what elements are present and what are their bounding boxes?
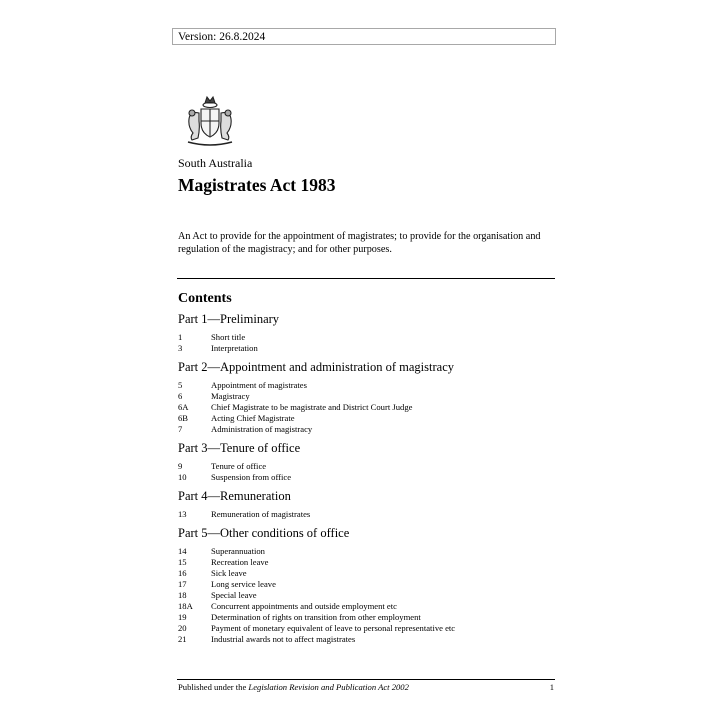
section-title: Industrial awards not to affect magistrates xyxy=(211,634,356,644)
part-heading[interactable]: Part 4—Remuneration xyxy=(178,489,291,503)
toc-entry[interactable] xyxy=(178,623,558,634)
toc-entry[interactable] xyxy=(178,343,558,354)
page-number: 1 xyxy=(549,682,554,692)
toc-entry[interactable] xyxy=(178,612,558,623)
coat-of-arms-icon xyxy=(180,93,240,148)
section-number: 18A xyxy=(178,601,193,611)
toc-entry[interactable] xyxy=(178,590,558,601)
section-title: Superannuation xyxy=(211,546,265,556)
section-title: Remuneration of magistrates xyxy=(211,509,311,519)
act-title: Magistrates Act 1983 xyxy=(178,175,336,195)
toc-entry[interactable] xyxy=(178,380,558,391)
section-title: Interpretation xyxy=(211,343,258,353)
section-number: 19 xyxy=(178,612,187,622)
section-list xyxy=(178,380,558,435)
section-title: Long service leave xyxy=(211,579,276,589)
section-number: 18 xyxy=(178,590,187,600)
section-title: Acting Chief Magistrate xyxy=(211,413,295,423)
section-number: 3 xyxy=(178,343,183,353)
section-title: Magistracy xyxy=(211,391,250,401)
toc-entry[interactable] xyxy=(178,391,558,402)
toc-entry[interactable] xyxy=(178,568,558,579)
toc-entry[interactable] xyxy=(178,461,558,472)
toc-entry[interactable] xyxy=(178,601,558,612)
footer-act-name: Legislation Revision and Publication Act 2002 xyxy=(248,682,409,692)
toc-entry[interactable] xyxy=(178,472,558,483)
toc-entry[interactable] xyxy=(178,509,558,520)
divider xyxy=(177,278,555,279)
section-title: Administration of magistracy xyxy=(211,424,313,434)
section-title: Recreation leave xyxy=(211,557,269,567)
section-title: Payment of monetary equivalent of leave to personal representative etc xyxy=(211,623,456,633)
part-heading[interactable]: Part 3—Tenure of office xyxy=(178,441,301,455)
toc-entry[interactable] xyxy=(178,424,558,435)
section-title: Chief Magistrate to be magistrate and District Court Judge xyxy=(211,402,413,412)
part-heading[interactable]: Part 5—Other conditions of office xyxy=(178,526,350,540)
section-title: Suspension from office xyxy=(211,472,292,482)
toc-entry[interactable] xyxy=(178,402,558,413)
section-number: 13 xyxy=(178,509,187,519)
section-number: 6A xyxy=(178,402,189,412)
section-number: 14 xyxy=(178,546,187,556)
toc-entry[interactable] xyxy=(178,557,558,568)
toc-entry[interactable] xyxy=(178,332,558,343)
section-title: Determination of rights on transition from other employment xyxy=(211,612,421,622)
section-number: 10 xyxy=(178,472,187,482)
section-title: Special leave xyxy=(211,590,257,600)
section-number: 21 xyxy=(178,634,187,644)
section-number: 6 xyxy=(178,391,183,401)
footer-divider xyxy=(177,679,555,680)
section-number: 6B xyxy=(178,413,189,423)
part-heading[interactable]: Part 2—Appointment and administration of magistracy xyxy=(178,360,454,374)
section-number: 9 xyxy=(178,461,183,471)
section-number: 16 xyxy=(178,568,187,578)
section-list xyxy=(178,461,558,483)
section-title: Appointment of magistrates xyxy=(211,380,307,390)
section-number: 5 xyxy=(178,380,183,390)
long-title: An Act to provide for the appointment of magistrates; to provide for the organisation and regulation of the magistracy; and for other purposes. xyxy=(178,231,541,255)
part-heading[interactable]: Part 1—Preliminary xyxy=(178,312,280,326)
table-of-contents xyxy=(178,312,558,651)
contents-heading: Contents xyxy=(178,291,232,306)
version-label: Version: 26.8.2024 xyxy=(172,28,556,45)
section-number: 20 xyxy=(178,623,187,633)
toc-entry[interactable] xyxy=(178,413,558,424)
section-title: Short title xyxy=(211,332,246,342)
toc-entry[interactable] xyxy=(178,546,558,557)
section-number: 17 xyxy=(178,579,187,589)
section-title: Concurrent appointments and outside employment etc xyxy=(211,601,397,611)
section-number: 15 xyxy=(178,557,187,567)
toc-entry[interactable] xyxy=(178,634,558,645)
section-title: Sick leave xyxy=(211,568,247,578)
footer xyxy=(178,682,554,692)
section-list xyxy=(178,332,558,354)
toc-entry[interactable] xyxy=(178,579,558,590)
section-list xyxy=(178,509,558,520)
footer-publication-note xyxy=(178,682,409,692)
footer-prefix: Published under the xyxy=(178,682,249,692)
section-title: Tenure of office xyxy=(211,461,267,471)
section-number: 7 xyxy=(178,424,183,434)
section-list xyxy=(178,546,558,645)
jurisdiction-label: South Australia xyxy=(178,156,253,170)
section-number: 1 xyxy=(178,332,183,342)
